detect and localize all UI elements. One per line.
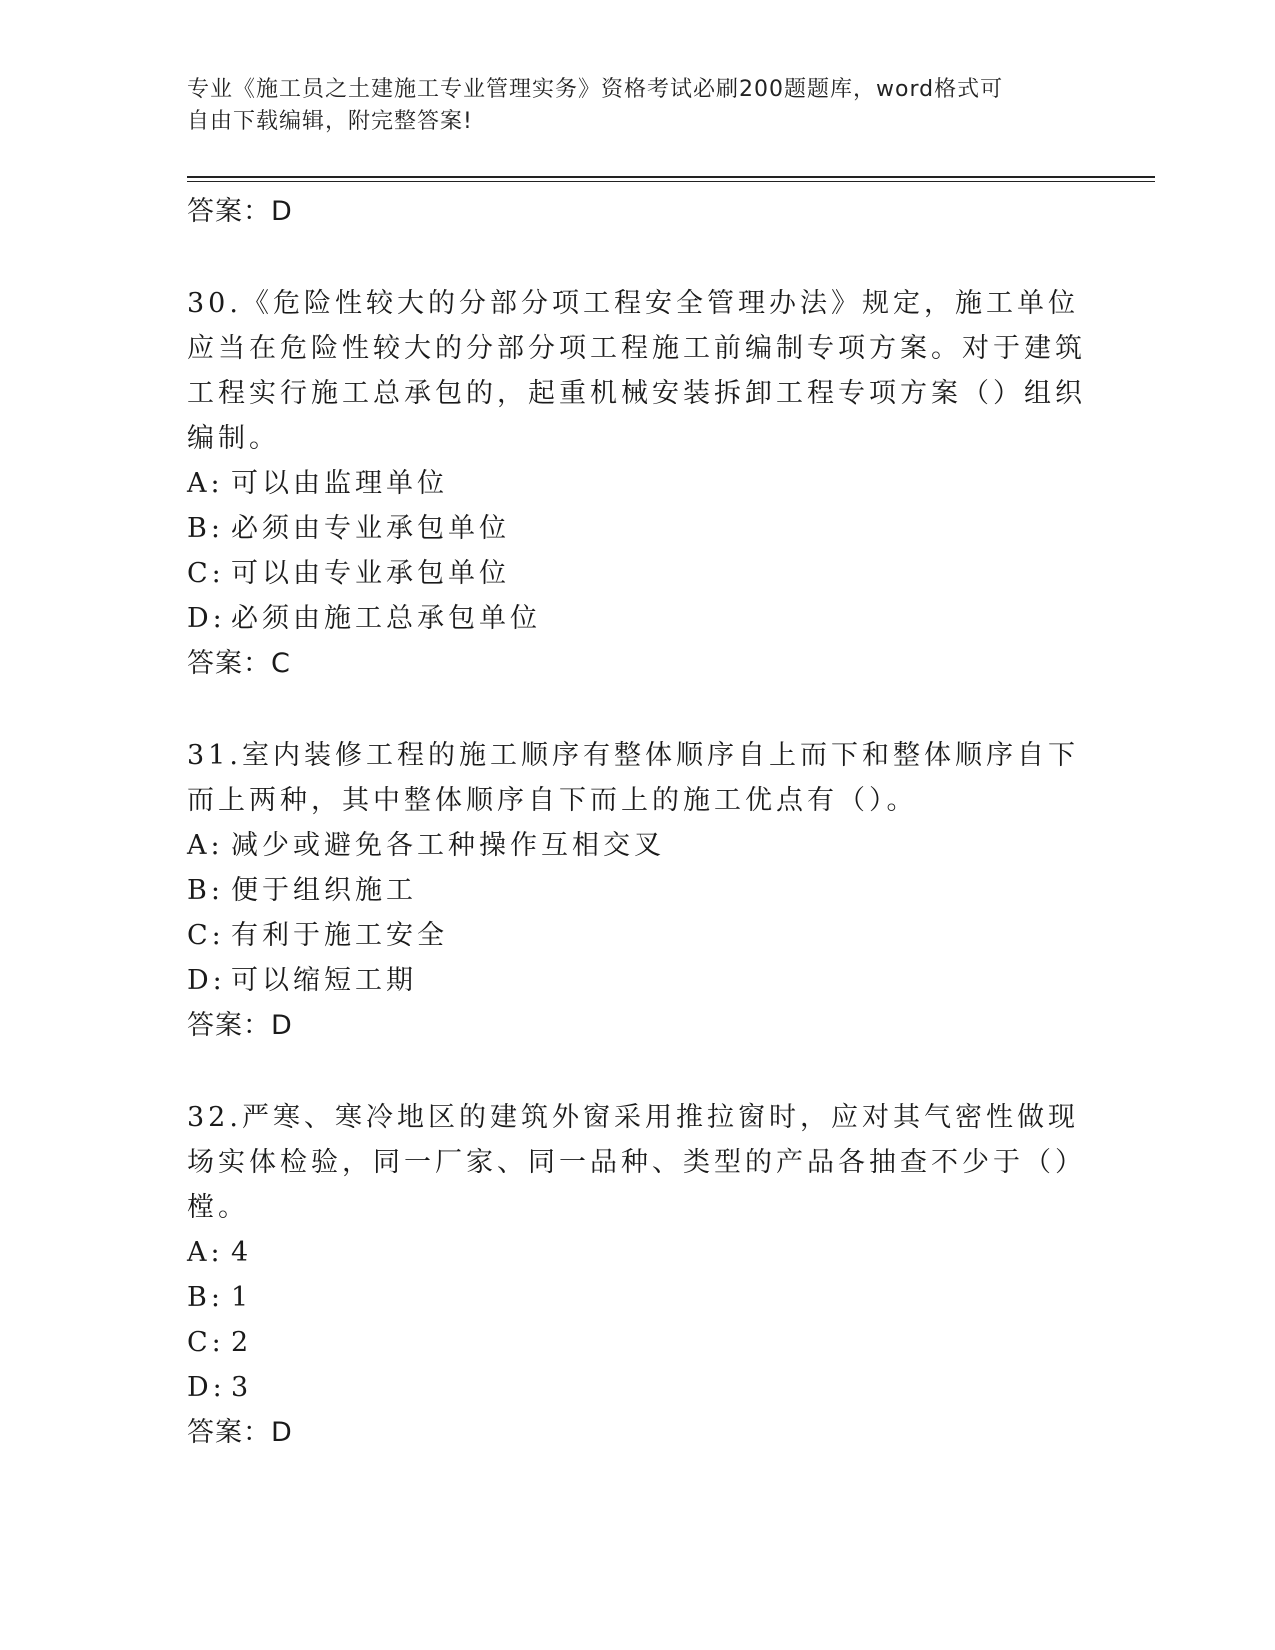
option-text: 2 (231, 1327, 253, 1358)
option-letter: B: (187, 513, 224, 544)
option-text: 3 (231, 1372, 253, 1403)
option-letter: A: (187, 1237, 224, 1268)
answer: 答案：D (187, 1010, 293, 1041)
option-a (187, 461, 1087, 506)
option-letter: C: (187, 1327, 225, 1358)
question-30 (187, 281, 1087, 686)
option-d (187, 958, 1087, 1003)
header-divider-thick (187, 176, 1155, 178)
option-text: 必须由施工总承包单位 (231, 603, 541, 634)
option-letter: A: (187, 468, 224, 499)
option-c (187, 1320, 1087, 1365)
option-text: 可以由专业承包单位 (231, 558, 510, 589)
header-divider-thin (187, 181, 1155, 182)
option-letter: D: (187, 1372, 226, 1403)
option-text: 减少或避免各工种操作互相交叉 (231, 830, 665, 861)
question-stem: 30.《危险性较大的分部分项工程安全管理办法》规定，施工单位应当在危险性较大的分部分项工程施工前编制专项方案。对于建筑工程实行施工总承包的，起重机械安装拆卸工程专项方案（）组织编制。 (187, 288, 1086, 454)
answer: 答案：C (187, 648, 291, 679)
option-letter: A: (187, 830, 224, 861)
option-c (187, 551, 1087, 596)
option-letter: B: (187, 875, 224, 906)
header-line-2: 自由下载编辑，附完整答案! (187, 109, 473, 134)
option-b (187, 1275, 1087, 1320)
question-list (187, 189, 1087, 1455)
option-letter: C: (187, 558, 225, 589)
question-31 (187, 733, 1087, 1048)
header-line-1: 专业《施工员之土建施工专业管理实务》资格考试必刷200题题库，word格式可 (187, 77, 1004, 102)
option-d (187, 596, 1087, 641)
option-c (187, 913, 1087, 958)
answer: 答案：D (187, 1417, 293, 1448)
option-letter: D: (187, 965, 226, 996)
question-32 (187, 1095, 1087, 1455)
option-b (187, 506, 1087, 551)
option-text: 必须由专业承包单位 (231, 513, 510, 544)
option-text: 可以由监理单位 (231, 468, 448, 499)
option-letter: C: (187, 920, 225, 951)
page-header (187, 74, 1067, 138)
option-letter: D: (187, 603, 226, 634)
previous-answer: 答案：D (187, 196, 293, 227)
option-letter: B: (187, 1282, 224, 1313)
option-text: 1 (231, 1282, 253, 1313)
option-b (187, 868, 1087, 913)
option-text: 可以缩短工期 (231, 965, 417, 996)
option-text: 便于组织施工 (231, 875, 417, 906)
question-stem: 32.严寒、寒冷地区的建筑外窗采用推拉窗时，应对其气密性做现场实体检验，同一厂家、同一品种、类型的产品各抽查不少于（）樘。 (187, 1102, 1086, 1223)
question-stem: 31.室内装修工程的施工顺序有整体顺序自上而下和整体顺序自下而上两种，其中整体顺序自下而上的施工优点有（）。 (187, 740, 1079, 816)
option-a (187, 823, 1087, 868)
option-d (187, 1365, 1087, 1410)
option-text: 有利于施工安全 (231, 920, 448, 951)
option-text: 4 (231, 1237, 253, 1268)
option-a (187, 1230, 1087, 1275)
